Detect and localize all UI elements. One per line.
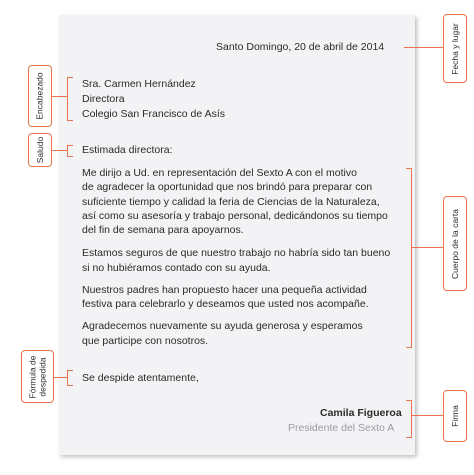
body-line: Agradecemos nuevamente su ayuda generosa y esperamos bbox=[82, 320, 363, 332]
signature-name: Camila Figueroa bbox=[320, 407, 402, 419]
brace-cuerpo bbox=[406, 168, 412, 348]
tag-encabezado-text: Encabezado bbox=[35, 72, 46, 120]
tag-formula-line2: despedida bbox=[37, 356, 48, 397]
body-line: Me dirijo a Ud. en representación del Sexto A con el motivo bbox=[82, 167, 357, 179]
body-line: si no hubiéramos contado con su ayuda. bbox=[82, 262, 271, 274]
connector-fecha bbox=[404, 47, 443, 48]
brace-firma bbox=[406, 400, 412, 438]
tag-fecha-lugar bbox=[443, 14, 467, 83]
body-line: que participe con nosotros. bbox=[82, 335, 209, 347]
tag-cuerpo bbox=[443, 196, 467, 291]
body-line: suficiente tiempo y calidad la feria de Ciencias de la Naturaleza, bbox=[82, 196, 380, 208]
brace-saludo bbox=[67, 145, 73, 157]
tag-saludo bbox=[28, 133, 52, 167]
signature-title: Presidente del Sexto A bbox=[288, 422, 395, 434]
body-line: festiva para celebrarlo y deseamos que usted nos acompañe. bbox=[82, 298, 369, 310]
brace-encabezado bbox=[67, 77, 73, 121]
tag-cuerpo-text: Cuerpo de la carta bbox=[450, 208, 460, 279]
greeting: Estimada directora: bbox=[82, 144, 173, 156]
date-place: Santo Domingo, 20 de abril de 2014 bbox=[216, 41, 385, 53]
body-line: del fin de semana para apoyarnos. bbox=[82, 224, 244, 236]
brace-despedida bbox=[67, 370, 73, 386]
tag-fecha-lugar-text: Fecha y lugar bbox=[450, 22, 460, 75]
connector-cuerpo bbox=[412, 247, 443, 248]
connector-firma bbox=[412, 415, 443, 416]
body-line: así como su asesoría y trabajo personal, dedicándonos su tiempo bbox=[82, 210, 388, 222]
connector-encabezado bbox=[52, 96, 67, 97]
header-line-name: Sra. Carmen Hernández bbox=[82, 78, 196, 90]
body-line: Estamos seguros de que nuestro trabajo no habría sido tan bueno bbox=[82, 247, 391, 259]
connector-saludo bbox=[52, 150, 67, 151]
tag-firma-text: Firma bbox=[449, 405, 460, 427]
closing: Se despide atentamente, bbox=[82, 372, 199, 384]
tag-saludo-text: Saludo bbox=[35, 136, 45, 164]
tag-encabezado bbox=[28, 65, 52, 127]
header-line-role: Directora bbox=[82, 93, 125, 105]
tag-formula-line1: Fórmula de bbox=[27, 355, 38, 398]
connector-despedida bbox=[54, 377, 67, 378]
tag-formula-despedida bbox=[21, 350, 54, 403]
tag-formula-text bbox=[28, 355, 48, 398]
body-line: de agradecer la oportunidad que nos brindó para preparar con bbox=[82, 181, 373, 193]
tag-firma bbox=[443, 390, 467, 442]
header-line-school: Colegio San Francisco de Asís bbox=[82, 108, 225, 120]
body-line: Nuestros padres han propuesto hacer una pequeña actividad bbox=[82, 284, 367, 296]
